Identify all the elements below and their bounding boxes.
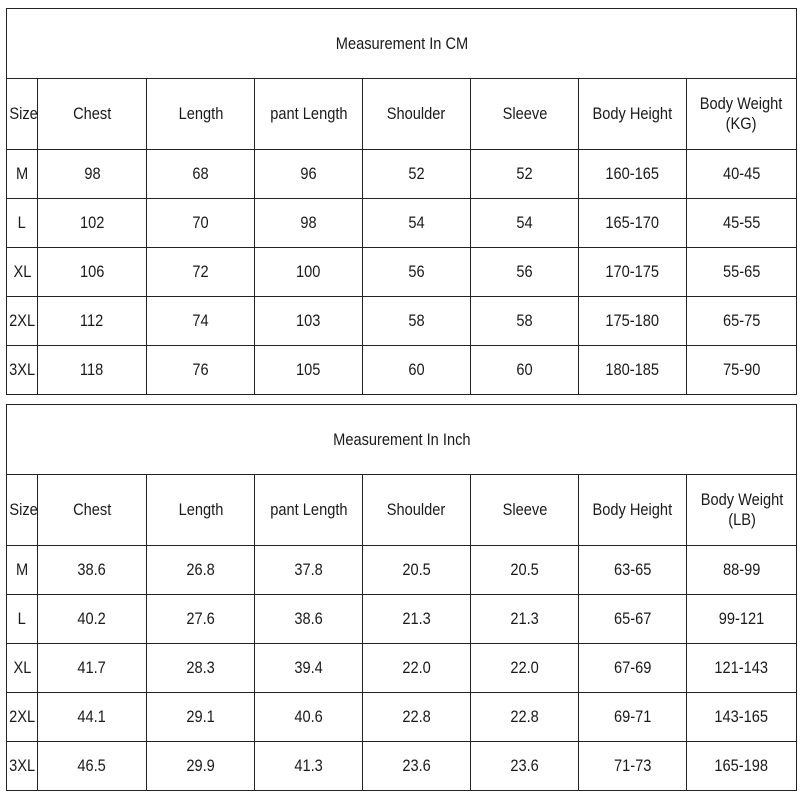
header-pant-length: pant Length [269,104,348,123]
table-cell [363,693,471,742]
cell-size: M [15,164,29,183]
header-cell [38,79,147,150]
cell-body-weight: 88-99 [722,560,761,579]
cell-pant-length: 41.3 [294,756,323,775]
cell-length: 29.1 [186,707,215,726]
cell-shoulder: 60 [408,360,425,379]
table-title: Measurement In CM [335,33,468,53]
table-row [7,742,797,791]
table-cell [579,199,687,248]
table-cell [255,693,363,742]
table-cell [147,546,255,595]
cell-chest: 41.7 [77,658,107,677]
cell-body-height: 175-180 [605,311,660,330]
cell-body-height: 165-170 [605,213,660,232]
header-shoulder: Shoulder [387,500,446,519]
cell-size: 2XL [9,707,36,726]
table-cell [255,248,363,297]
cell-chest: 40.2 [77,609,107,628]
header-body-weight-label: Body Weight [700,94,783,114]
size-chart-cm-table [6,8,797,395]
table-cell [687,644,797,693]
cell-sleeve: 23.6 [510,756,539,775]
table-cell [255,297,363,346]
header-chest: Chest [72,104,112,123]
table-title-row [7,405,797,475]
table-cell [579,644,687,693]
header-chest: Chest [72,500,112,519]
table-cell [471,297,579,346]
header-size: Size [9,500,38,519]
table-cell [147,346,255,395]
header-body-weight-unit: (LB) [727,509,756,529]
table-cell [471,693,579,742]
header-cell [255,475,363,546]
table-cell [7,595,38,644]
header-pant-length: pant Length [269,500,348,519]
table-cell [38,742,147,791]
cell-body-weight: 143-165 [714,707,769,726]
cell-shoulder: 22.0 [402,658,431,677]
table-cell [687,595,797,644]
table-cell [363,150,471,199]
cell-chest: 98 [83,164,101,183]
cell-size: L [17,213,27,232]
cell-length: 74 [192,311,209,330]
cell-body-height: 180-185 [605,360,660,379]
table-cell [579,742,687,791]
cell-body-height: 170-175 [605,262,660,281]
cell-size: XL [13,658,31,677]
header-sleeve: Sleeve [502,500,547,519]
cell-chest: 102 [79,213,105,232]
cell-length: 29.9 [186,756,215,775]
cell-shoulder: 54 [408,213,425,232]
table-cell [38,297,147,346]
table-cell [471,742,579,791]
header-cell [579,79,687,150]
table-cell [255,644,363,693]
table-cell [687,150,797,199]
cell-length: 28.3 [186,658,215,677]
cell-length: 76 [192,360,209,379]
header-cell [147,475,255,546]
cell-size: M [15,560,29,579]
cell-size: 3XL [9,756,36,775]
header-length: Length [178,500,223,519]
cell-sleeve: 21.3 [510,609,539,628]
table-cell [471,644,579,693]
cell-chest: 106 [79,262,105,281]
table-cell [363,742,471,791]
cell-pant-length: 40.6 [294,707,323,726]
cell-chest: 118 [80,360,104,379]
cell-body-height: 71-73 [613,756,652,775]
table-cell [363,644,471,693]
table-row [7,199,797,248]
cell-body-height: 67-69 [613,658,652,677]
header-cell [471,475,579,546]
header-sleeve: Sleeve [502,104,547,123]
table-cell [38,595,147,644]
header-size: Size [9,104,38,123]
table-cell [7,693,38,742]
header-shoulder: Shoulder [387,104,446,123]
table-cell [579,595,687,644]
table-title-cell [7,9,797,79]
cell-size: XL [13,262,31,281]
header-body-weight-unit: (KG) [726,113,757,133]
header-body-height: Body Height [592,500,673,519]
cell-sleeve: 60 [516,360,533,379]
table-cell [7,248,38,297]
table-cell [147,644,255,693]
cell-sleeve: 22.8 [510,707,539,726]
cell-size: 3XL [9,360,36,379]
cell-shoulder: 56 [408,262,425,281]
table-cell [255,150,363,199]
cell-body-height: 65-67 [613,609,652,628]
table-cell [579,693,687,742]
table-cell [363,546,471,595]
table-title-cell [7,405,797,475]
cell-pant-length: 100 [296,262,321,281]
table-cell [687,248,797,297]
cell-sleeve: 22.0 [510,658,539,677]
table-cell [687,199,797,248]
cell-length: 72 [192,262,209,281]
table-cell [579,346,687,395]
size-chart-inch-table [6,404,797,791]
cell-body-weight: 40-45 [722,164,761,183]
table-cell [471,346,579,395]
table-cell [471,248,579,297]
header-body-weight-label: Body Weight [700,490,783,510]
table-cell [579,150,687,199]
table-row [7,346,797,395]
cell-pant-length: 39.4 [294,658,323,677]
header-cell [7,79,38,150]
table-cell [579,546,687,595]
table-cell [363,297,471,346]
cell-size: 2XL [9,311,36,330]
cell-body-height: 160-165 [605,164,660,183]
table-cell [579,297,687,346]
cell-pant-length: 38.6 [294,609,323,628]
table-cell [7,297,38,346]
table-cell [38,248,147,297]
table-cell [38,346,147,395]
table-cell [38,546,147,595]
table-header-row [7,475,797,546]
table-row [7,297,797,346]
table-row [7,644,797,693]
cell-pant-length: 98 [300,213,317,232]
header-length: Length [178,104,223,123]
table-title-row [7,9,797,79]
table-cell [147,742,255,791]
cell-length: 27.6 [186,609,215,628]
table-cell [38,693,147,742]
cell-body-height: 69-71 [613,707,652,726]
cell-shoulder: 21.3 [402,609,431,628]
cell-sleeve: 52 [516,164,533,183]
header-cell [471,79,579,150]
table-title: Measurement In Inch [332,429,471,449]
table-cell [363,595,471,644]
cell-body-weight: 165-198 [714,756,769,775]
table-cell [255,199,363,248]
header-cell [579,475,687,546]
table-cell [687,742,797,791]
header-body-height: Body Height [592,104,673,123]
header-body-weight [700,490,783,529]
table-cell [38,150,147,199]
table-cell [255,595,363,644]
cell-pant-length: 103 [296,311,321,330]
table-cell [7,199,38,248]
cell-shoulder: 23.6 [402,756,431,775]
header-cell [363,79,471,150]
table-cell [363,248,471,297]
cell-shoulder: 52 [408,164,425,183]
header-cell [687,475,797,546]
cell-chest: 46.5 [77,756,107,775]
cell-body-weight: 75-90 [722,360,761,379]
table-cell [471,546,579,595]
table-cell [7,546,38,595]
table-cell [579,248,687,297]
header-cell [255,79,363,150]
table-cell [147,297,255,346]
cell-body-weight: 55-65 [722,262,761,281]
table-cell [471,595,579,644]
cell-length: 26.8 [186,560,215,579]
table-cell [687,693,797,742]
table-header-row [7,79,797,150]
table-cell [7,742,38,791]
cell-pant-length: 105 [296,360,321,379]
header-cell [687,79,797,150]
cell-body-weight: 65-75 [722,311,761,330]
cell-length: 70 [192,213,209,232]
table-cell [38,199,147,248]
cell-pant-length: 96 [300,164,317,183]
table-cell [363,199,471,248]
table-cell [147,199,255,248]
cell-body-weight: 45-55 [722,213,761,232]
cell-size: L [17,609,27,628]
cell-chest: 112 [80,311,104,330]
cell-body-weight: 99-121 [718,609,765,628]
cell-length: 68 [192,164,209,183]
cell-sleeve: 54 [516,213,533,232]
table-cell [255,742,363,791]
table-cell [7,150,38,199]
header-body-weight [700,94,783,133]
header-cell [38,475,147,546]
table-row [7,546,797,595]
table-cell [147,150,255,199]
cell-shoulder: 58 [408,311,425,330]
cell-sleeve: 58 [516,311,533,330]
table-cell [471,150,579,199]
table-row [7,248,797,297]
table-cell [147,595,255,644]
table-cell [471,199,579,248]
cell-chest: 44.1 [77,707,107,726]
table-cell [363,346,471,395]
table-cell [7,644,38,693]
cell-sleeve: 20.5 [510,560,539,579]
header-cell [147,79,255,150]
table-cell [255,346,363,395]
table-cell [38,644,147,693]
cell-body-weight: 121-143 [714,658,769,677]
table-cell [687,546,797,595]
table-row [7,150,797,199]
header-cell [363,475,471,546]
cell-pant-length: 37.8 [294,560,323,579]
cell-shoulder: 22.8 [402,707,431,726]
table-cell [255,546,363,595]
cell-chest: 38.6 [77,560,107,579]
cell-sleeve: 56 [516,262,533,281]
table-cell [687,346,797,395]
table-row [7,595,797,644]
table-cell [147,248,255,297]
table-cell [687,297,797,346]
table-cell [147,693,255,742]
header-cell [7,475,38,546]
table-cell [7,346,38,395]
table-row [7,693,797,742]
cell-body-height: 63-65 [613,560,652,579]
cell-shoulder: 20.5 [402,560,431,579]
